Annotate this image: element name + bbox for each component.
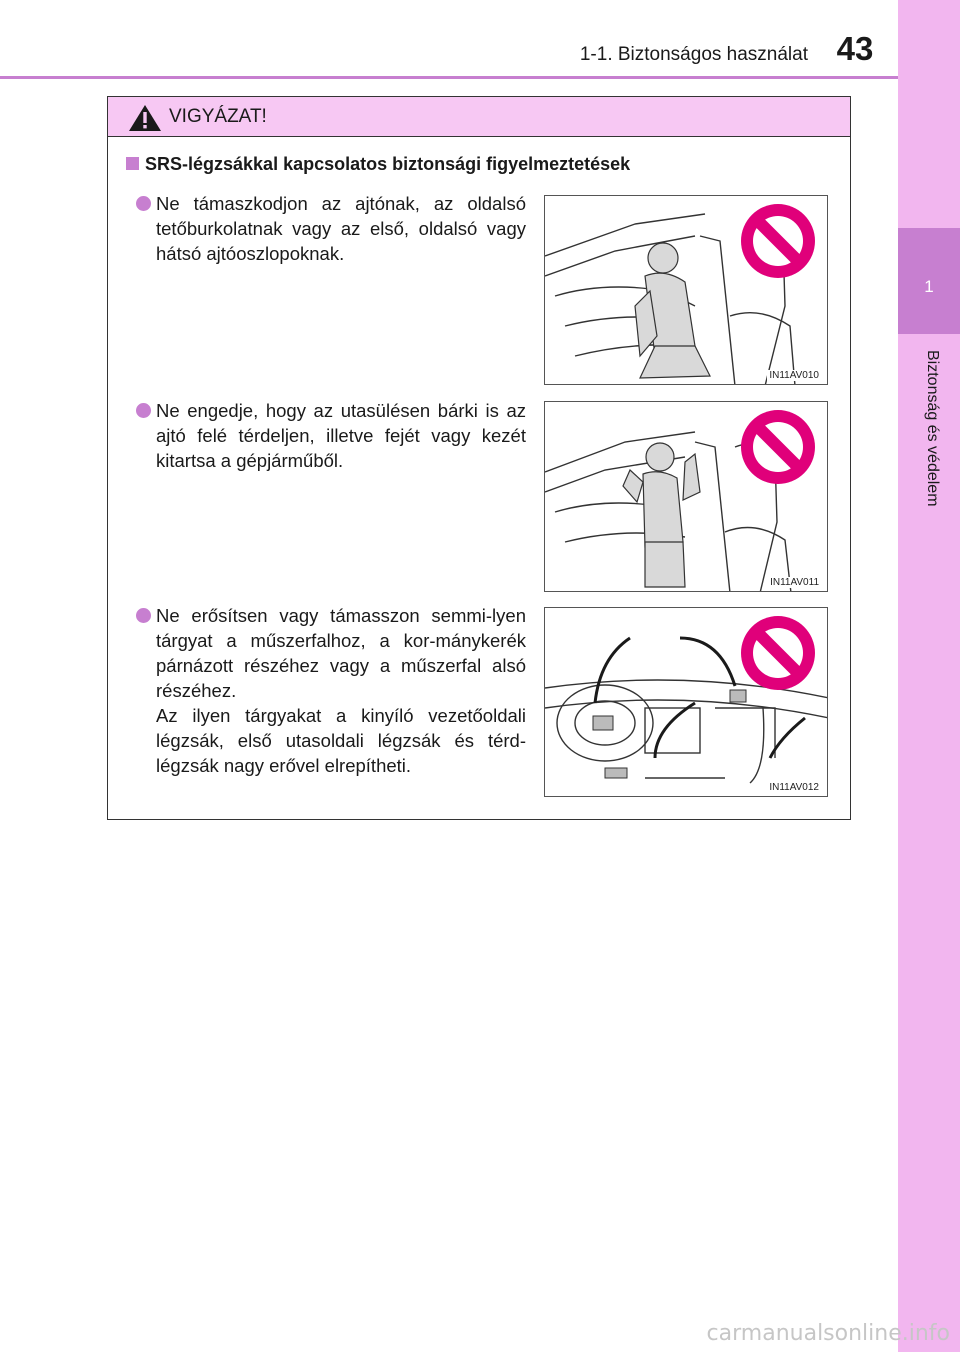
warning-item-text: Ne engedje, hogy az utasülésen bárki is az ajtó felé térdeljen, illetve fejét vagy kezét kitartsa a gépjárműből. [156,400,526,471]
warning-item [136,603,526,778]
section-heading-text: SRS-légzsákkal kapcsolatos biztonsági figyelmeztetések [145,154,631,174]
warning-item-text: Ne erősítsen vagy támasszon semmi-lyen tárgyat a műszerfalhoz, a kor-mánykerék párnázott részéhez vagy a műszerfal alsó részéhez. [156,605,526,701]
caution-header [108,97,850,137]
figure-code: IN11AV012 [769,782,819,793]
circle-bullet-icon [136,608,151,623]
figure-dashboard-objects [544,607,828,797]
chapter-title-vertical [919,350,941,560]
caution-box [107,96,851,820]
figure-illustration [545,402,828,592]
circle-bullet-icon [136,403,151,418]
section-heading [126,154,630,175]
warning-item-text: Ne támaszkodjon az ajtónak, az oldalsó tetőburkolatnak vagy az első, oldalsó vagy hátsó ajtóoszlopoknak. [156,193,526,264]
figure-code: IN11AV010 [769,370,819,381]
page-number: 43 [836,30,874,67]
caution-title: VIGYÁZAT! [169,106,267,127]
figure-code: IN11AV011 [770,577,819,588]
warning-item [136,191,526,266]
figure-illustration [545,196,828,385]
figure-kneeling-passenger [544,401,828,592]
chapter-side-tab [898,0,960,1352]
chapter-number: 1 [924,277,934,296]
circle-bullet-icon [136,196,151,211]
section-title: 1-1. Biztonságos használat [579,44,808,65]
square-bullet-icon [126,157,139,170]
watermark: carmanualsonline.info [706,1321,950,1346]
warning-item-text-continued: Az ilyen tárgyakat a kinyíló vezetőoldali légzsák, első utasoldali légzsák és térd-légzsák nagy erővel elrepítheti. [156,705,526,776]
header-rule [0,76,898,79]
chapter-title: Biztonság és védelem [924,350,941,507]
warning-triangle-icon [128,104,162,132]
warning-item [136,398,526,473]
figure-leaning-passenger [544,195,828,385]
figure-illustration [545,608,828,797]
